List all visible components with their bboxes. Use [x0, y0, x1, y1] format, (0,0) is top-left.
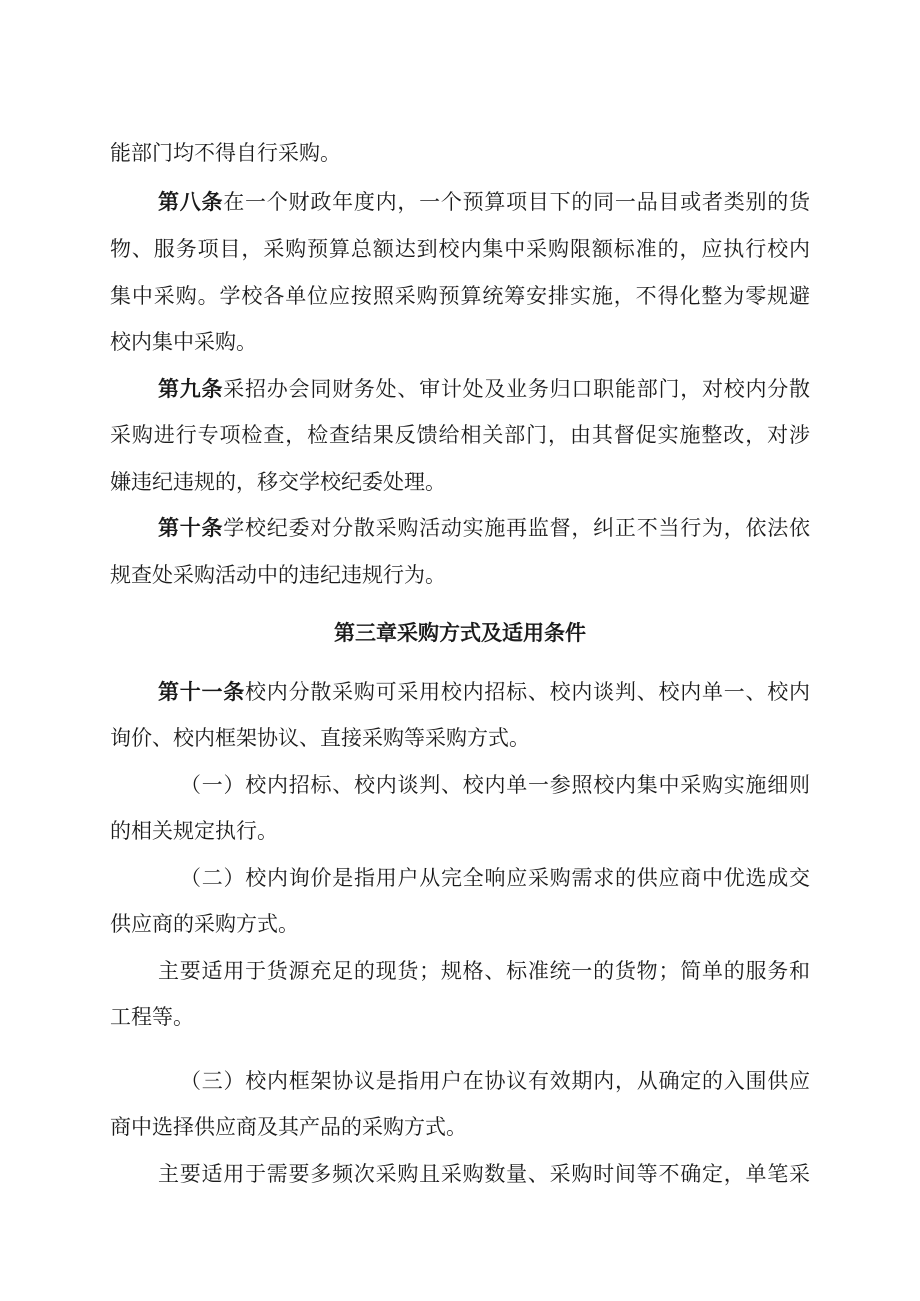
item-3-line-1: （三）校内框架协议是指用户在协议有效期内，从确定的入围供应 [180, 1069, 810, 1093]
article-9-line-2: 采购进行专项检查，检查结果反馈给相关部门，由其督促实施整改，对涉 [110, 423, 810, 447]
article-9-label: 第九条 [158, 377, 224, 401]
item-2-scope-line-1: 主要适用于货源充足的现货；规格、标准统一的货物；简单的服务和 [158, 959, 810, 983]
article-11-label: 第十一条 [158, 680, 246, 704]
paragraph-line: 能部门均不得自行采购。 [110, 141, 341, 165]
article-8-line-3: 集中采购。学校各单位应按照采购预算统筹安排实施，不得化整为零规避 [110, 284, 810, 308]
item-1-line-2: 的相关规定执行。 [110, 819, 278, 843]
item-3-line-2: 商中选择供应商及其产品的采购方式。 [110, 1115, 467, 1139]
item-2-scope-line-2: 工程等。 [110, 1005, 194, 1029]
article-11-text: 校内分散采购可采用校内招标、校内谈判、校内单一、校内 [245, 680, 811, 704]
article-8-line-1 [158, 187, 810, 217]
article-8-line-4: 校内集中采购。 [110, 330, 257, 354]
article-9-line-3: 嫌违纪违规的，移交学校纪委处理。 [110, 470, 446, 494]
chapter-3-heading: 第三章采购方式及适用条件 [334, 621, 586, 645]
item-3-scope-line-1: 主要适用于需要多频次采购且采购数量、采购时间等不确定，单笔采 [158, 1162, 810, 1186]
article-8-label: 第八条 [158, 190, 224, 214]
item-2-line-2: 供应商的采购方式。 [110, 912, 299, 936]
article-10-label: 第十条 [158, 516, 224, 540]
article-11-line-1 [158, 677, 810, 707]
article-10-text: 学校纪委对分散采购活动实施再监督，纠正不当行为，依法依 [223, 516, 811, 540]
article-10-line-2: 规查处采购活动中的违纪违规行为。 [110, 563, 446, 587]
article-8-line-2: 物、服务项目，采购预算总额达到校内集中采购限额标准的，应执行校内 [110, 237, 810, 261]
article-9-text: 采招办会同财务处、审计处及业务归口职能部门，对校内分散 [223, 377, 811, 401]
article-11-line-2: 询价、校内框架协议、直接采购等采购方式。 [110, 726, 530, 750]
item-2-line-1: （二）校内询价是指用户从完全响应采购需求的供应商中优选成交 [180, 866, 810, 890]
article-8-text: 在一个财政年度内，一个预算项目下的同一品目或者类别的货 [223, 190, 811, 214]
article-9-line-1 [158, 374, 810, 404]
article-10-line-1 [158, 513, 810, 543]
item-1-line-1: （一）校内招标、校内谈判、校内单一参照校内集中采购实施细则 [180, 773, 810, 797]
